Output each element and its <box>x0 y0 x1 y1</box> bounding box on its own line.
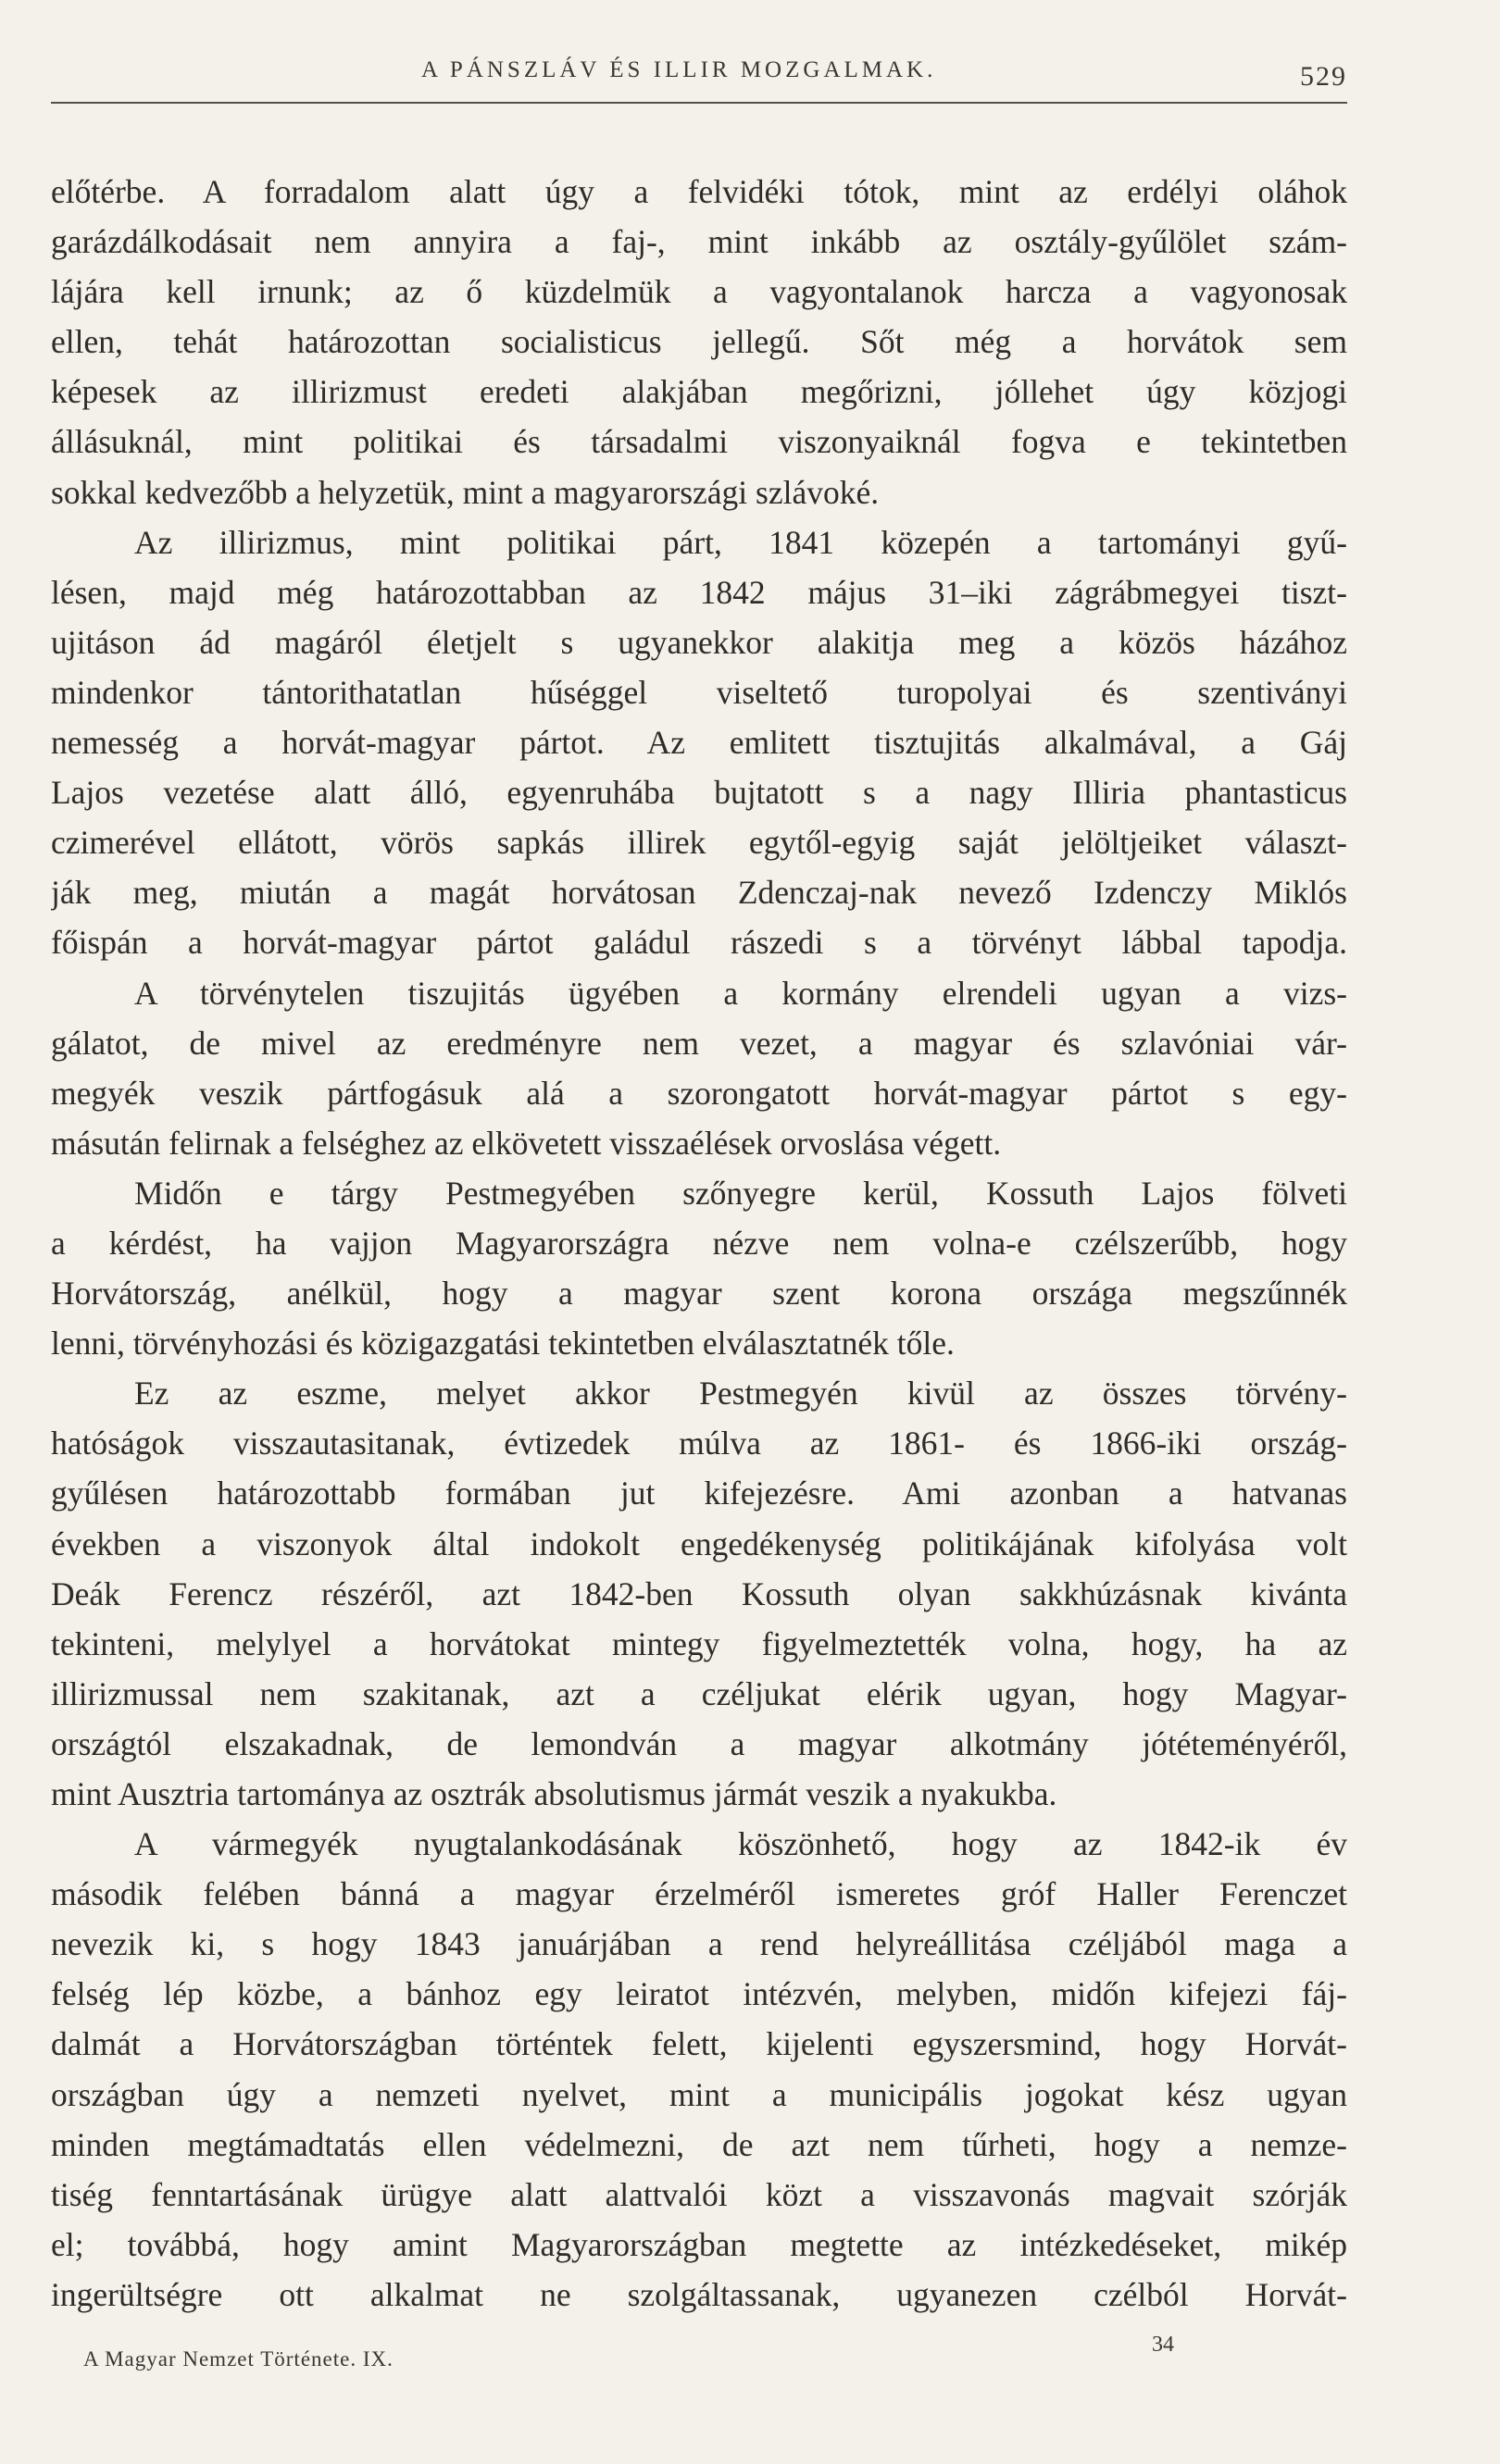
text-line: ujitáson ád magáról életjelt s ugyanekkor alakitja meg a közös házához <box>51 623 1347 661</box>
text-line: tekinteni, melylyel a horvátokat mintegy figyelmeztették volna, hogy, ha az <box>51 1624 1347 1662</box>
sheet-number: 34 <box>1152 2333 1174 2357</box>
text-line: országtól elszakadnak, de lemondván a magyar alkotmány jótéteményéről, <box>51 1724 1347 1762</box>
text-line: országban úgy a nemzeti nyelvet, mint a municipális jogokat kész ugyan <box>51 2075 1347 2113</box>
text-line: illirizmussal nem szakitanak, azt a czéljukat elérik ugyan, hogy Magyar- <box>51 1674 1347 1712</box>
text-line: lésen, majd még határozottabban az 1842 május 31–iki zágrábmegyei tiszt- <box>51 573 1347 611</box>
text-line: másután felirnak a felséghez az elkövetett visszaélések orvoslása végett. <box>51 1124 1002 1162</box>
text-line: tiség fenntartásának ürügye alatt alattvalói közt a visszavonás magvait szórják <box>51 2175 1347 2213</box>
text-line: minden megtámadtatás ellen védelmezni, de azt nem tűrheti, hogy a nemze- <box>51 2125 1347 2163</box>
text-line: el; továbbá, hogy amint Magyarországban megtette az intézkedéseket, mikép <box>51 2225 1347 2263</box>
text-line: Lajos vezetése alatt álló, egyenruhába bujtatott s a nagy Illiria phantasticus <box>51 774 1347 812</box>
text-line: Horvátország, anélkül, hogy a magyar szent korona országa megszűnnék <box>51 1275 1347 1313</box>
text-line: nemesség a horvát-magyar pártot. Az emlitett tisztujitás alkalmával, a Gáj <box>51 724 1347 762</box>
page-number: 529 <box>1300 61 1347 92</box>
body-text <box>51 167 1347 2320</box>
text-line: Ez az eszme, melyet akkor Pestmegyén kivül az összes törvény- <box>134 1375 1347 1412</box>
text-line: mint Ausztria tartománya az osztrák absolutismus jármát veszik a nyakukba. <box>51 1775 1057 1812</box>
text-line: lenni, törvényhozási és közigazgatási tekintetben elválasztatnék tőle. <box>51 1325 955 1363</box>
header-rule <box>51 102 1347 104</box>
text-line: ják meg, miután a magát horvátosan Zdenczaj-nak nevező Izdenczy Miklós <box>51 874 1347 912</box>
text-line: főispán a horvát-magyar pártot galádul rászedi s a törvényt lábbal tapodja. <box>51 924 1347 962</box>
text-line: gálatot, de mivel az eredményre nem vezet, a magyar és szlavóniai vár- <box>51 1024 1347 1062</box>
footer-signature: A Magyar Nemzet Története. IX. <box>83 2347 394 2371</box>
text-line: években a viszonyok által indokolt engedékenység politikájának kifolyása volt <box>51 1524 1347 1562</box>
running-title: A PÁNSZLÁV ÉS ILLIR MOZGALMAK. <box>421 57 937 82</box>
text-line: lájára kell irnunk; az ő küzdelmük a vagyontalanok harcza a vagyonosak <box>51 273 1347 311</box>
text-line: állásuknál, mint politikai és társadalmi viszonyaiknál fogva e tekintetben <box>51 423 1347 461</box>
text-line: gyűlésen határozottabb formában jut kifejezésre. Ami azonban a hatvanas <box>51 1475 1347 1512</box>
text-line: czimerével ellátott, vörös sapkás illirek egytől-egyig saját jelöltjeiket választ- <box>51 824 1347 862</box>
text-line: második felében bánná a magyar érzelméről ismeretes gróf Haller Ferenczet <box>51 1875 1347 1913</box>
text-line: előtérbe. A forradalom alatt úgy a felvidéki tótok, mint az erdélyi oláhok <box>51 173 1347 210</box>
running-head <box>51 54 1347 106</box>
text-line: sokkal kedvezőbb a helyzetük, mint a magyarországi szlávoké. <box>51 473 880 511</box>
text-line: Az illirizmus, mint politikai párt, 1841 közepén a tartományi gyű- <box>134 523 1347 561</box>
text-line: a kérdést, ha vajjon Magyarországra nézve nem volna-e czélszerűbb, hogy <box>51 1224 1347 1262</box>
text-line: A vármegyék nyugtalankodásának köszönhető, hogy az 1842-ik év <box>134 1825 1347 1863</box>
text-line: ellen, tehát határozottan socialisticus jellegű. Sőt még a horvátok sem <box>51 323 1347 361</box>
text-line: dalmát a Horvátországban történtek felett, kijelenti egyszersmind, hogy Horvát- <box>51 2025 1347 2063</box>
text-line: Deák Ferencz részéről, azt 1842-ben Kossuth olyan sakkhúzásnak kivánta <box>51 1574 1347 1612</box>
text-line: garázdálkodásait nem annyira a faj-, mint inkább az osztály-gyűlölet szám- <box>51 223 1347 261</box>
text-line: Midőn e tárgy Pestmegyében szőnyegre kerül, Kossuth Lajos fölveti <box>134 1174 1347 1212</box>
text-line: mindenkor tántorithatatlan hűséggel viseltető turopolyai és szentiványi <box>51 673 1347 711</box>
text-line: felség lép közbe, a bánhoz egy leiratot intézvén, melyben, midőn kifejezi fáj- <box>51 1975 1347 2013</box>
text-line: megyék veszik pártfogásuk alá a szorongatott horvát-magyar pártot s egy- <box>51 1074 1347 1112</box>
text-line: A törvénytelen tiszujitás ügyében a kormány elrendeli ugyan a vizs- <box>134 974 1347 1012</box>
text-line: ingerültségre ott alkalmat ne szolgáltassanak, ugyanezen czélból Horvát- <box>51 2275 1347 2313</box>
text-line: nevezik ki, s hogy 1843 januárjában a rend helyreállitása czéljából maga a <box>51 1925 1347 1963</box>
text-line: hatóságok visszautasitanak, évtizedek múlva az 1861- és 1866-iki ország- <box>51 1425 1347 1462</box>
text-line: képesek az illirizmust eredeti alakjában megőrizni, jóllehet úgy közjogi <box>51 373 1347 411</box>
